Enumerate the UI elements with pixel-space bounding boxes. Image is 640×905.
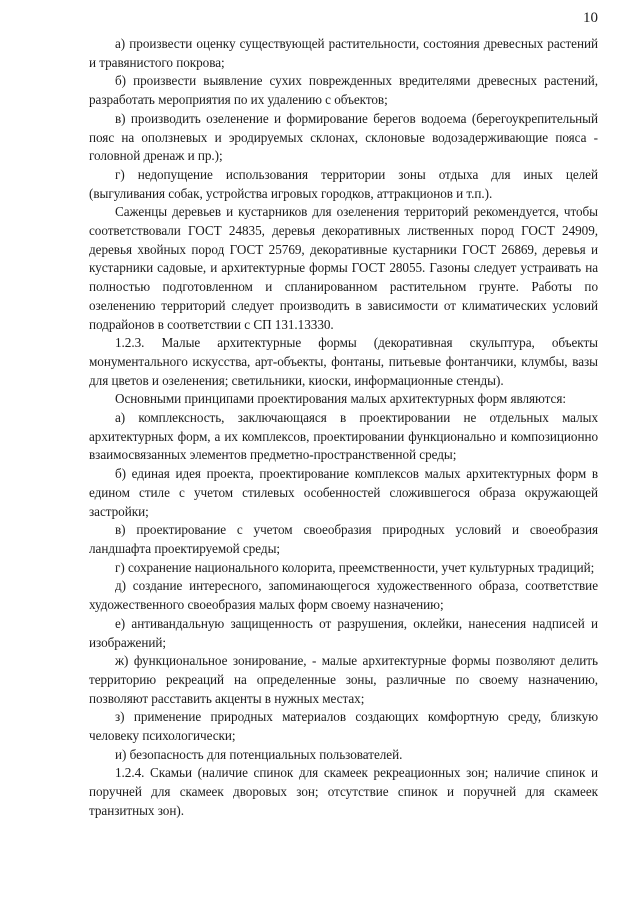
section-1-2-3-small-architectural-forms: 1.2.3. Малые архитектурные формы (декоративная скульптура, объекты монументального искусства, арт-объекты, фонтаны, питьевые фонтанчики, клумбы, вазы для цветов и озеленения; светильники, киоски, информационные стенды). — [89, 335, 598, 388]
list-item-v-natural-conditions: в) проектирование с учетом своеобразия природных условий и своеобразия ландшафта проектируемой среды; — [89, 522, 598, 556]
list-item-i-safety: и) безопасность для потенциальных пользователей. — [115, 746, 403, 762]
paragraph-design-principles: Основными принципами проектирования малых архитектурных форм являются: — [115, 391, 566, 407]
list-item-a-vegetation-assessment: а) произвести оценку существующей растительности, состояния древесных растений и травянистого покрова; — [89, 36, 598, 70]
document-body — [89, 35, 598, 821]
list-item-d-artistic-image: д) создание интересного, запоминающегося художественного образа, соответствие художественного своеобразия малых форм своему назначению; — [89, 578, 598, 613]
list-item-g-no-other-use: г) недопущение использования территории зоны отдыха для иных целей (выгуливания собак, устройства игровых городков, аттракционов и т.п.). — [89, 166, 598, 201]
list-item-e-anti-vandal: е) антивандальную защищенность от разрушения, оклейки, нанесения надписей и изображений; — [89, 615, 598, 650]
list-item-a-complexity: а) комплексность, заключающаяся в проектировании не отдельных малых архитектурных форм, а их комплексов, проектировании функционально и композиционно взаимосвязанных элементов предметно-пространственной среды; — [89, 410, 598, 463]
list-item-b-dry-plants: б) произвести выявление сухих поврежденных вредителями древесных растений, разработать мероприятия по их удалению с объектов; — [89, 73, 598, 108]
list-item-b-single-idea: б) единая идея проекта, проектирование комплексов малых архитектурных форм в едином стиле с учетом стилевых особенностей сложившегося образа окружающей застройки; — [89, 466, 598, 519]
list-item-v-shore-greening: в) производить озеленение и формирование берегов водоема (берегоукрепительный пояс на оползневых и эродируемых склонах, склоновые водозадерживающие пояса - головной дренаж и пр.); — [89, 110, 598, 164]
list-item-g-national-color: г) сохранение национального колорита, преемственности, учет культурных традиций; — [115, 559, 595, 575]
section-1-2-4-benches: 1.2.4. Скамьи (наличие спинок для скамеек рекреационных зон; наличие спинок и поручней для скамеек дворовых зон; отсутствие спинок и поручней для скамеек транзитных зон). — [89, 765, 598, 818]
list-item-zh-functional-zoning: ж) функциональное зонирование, - малые архитектурные формы позволяют делить территорию рекреаций на определенные зоны, различные по своему назначению, позволяют расставить акценты в нужных местах; — [89, 653, 598, 706]
page-number: 10 — [583, 10, 598, 26]
list-item-z-natural-materials: з) применение природных материалов создающих комфортную среду, близкую человеку психологически; — [89, 709, 598, 744]
paragraph-seedlings-gost: Саженцы деревьев и кустарников для озеленения территорий рекомендуется, чтобы соответствовали ГОСТ 24835, деревья декоративных лиственных пород ГОСТ 24909, деревья хвойных пород ГОСТ 25769, декоративные кустарники ГОСТ 26869, деревья и кустарники садовые, и архитектурные формы ГОСТ 28055. Газоны следует устраивать на полностью подготовленном и спланированном растительном грунте. Работы по озеленению территорий следует производить в зависимости от климатических условий подрайонов в соответствии с СП 131.13330. — [89, 204, 598, 332]
